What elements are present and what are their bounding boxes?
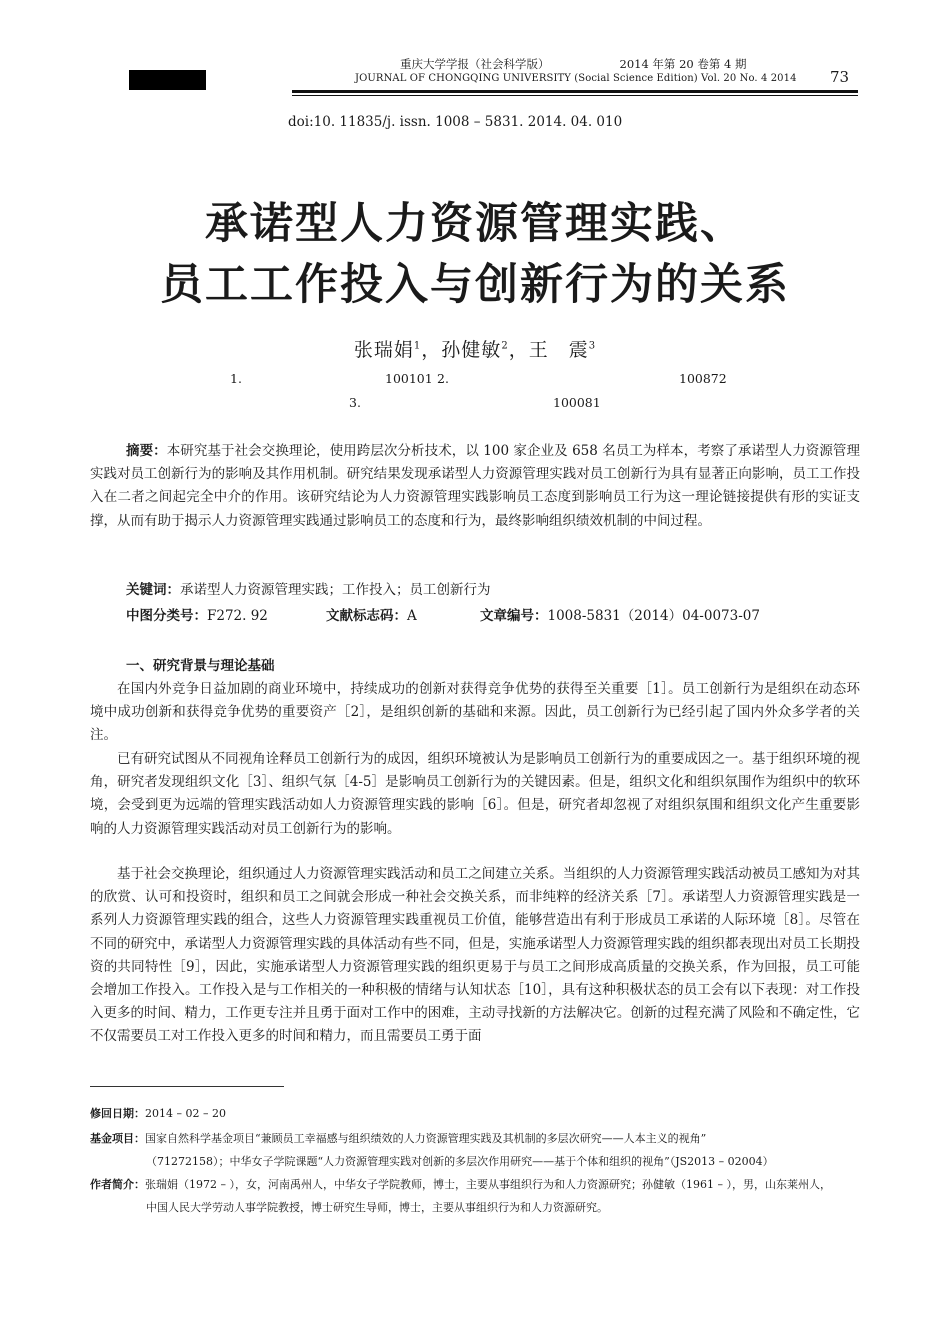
journal-header-cn xyxy=(400,56,747,72)
header-rule-thin xyxy=(292,95,858,96)
author-list: 张瑞娟$^1$，孙健敏$^2$，王 震$^3$ xyxy=(353,339,597,361)
header-rule-thick xyxy=(292,90,858,93)
document-code: 文献标志码：A xyxy=(326,608,417,624)
header-black-bar xyxy=(129,70,206,90)
affiliation-1-number: 1. xyxy=(230,371,242,386)
doi: doi:10. 11835/j. issn. 1008 – 5831. 2014. 04. 010 xyxy=(288,114,623,130)
paper-title-line1: 承诺型人力资源管理实践、 xyxy=(205,199,745,249)
affiliation-1-zip: 100101 xyxy=(385,371,433,386)
body-paragraph-1: 在国内外竞争日益加剧的商业环境中，持续成功的创新对获得竞争优势的获得至关重要［1］。员工创新行为是组织在动态环境中成功创新和获得竞争优势的重要资产［2］，是组织创新的基础和来源。因此，员工创新行为已经引起了国内外众多学者的关注。 xyxy=(90,681,860,744)
affiliation-2-number: 2. xyxy=(437,371,449,386)
footnote-author-bio: 作者简介：张瑞娟（1972 – ），女，河南禹州人，中华女子学院教师，博士，主要从事组织行为和人力资源研究；孙健敏（1961 – ），男，山东莱州人， 中国人民大学劳动人事学院教授，博士研究生导师，博士，主要从事组织行为和人力资源研究。 xyxy=(90,1178,831,1214)
author-1: 张瑞娟 xyxy=(353,339,414,361)
clc-number: 中图分类号：F272. 92 xyxy=(126,608,268,624)
abstract-text: 本研究基于社会交换理论，使用跨层次分析技术，以 100 家企业及 658 名员工为样本，考察了承诺型人力资源管理实践对员工创新行为的影响及其作用机制。研究结果发现承诺型人力资源管理实践对员工创新行为具有显著正向影响，员工工作投入在二者之间起完全中介的作用。该研究结论为人力资源管理实践影响员工态度到影响员工行为这一理论链接提供有形的实证支撑，从而有助于揭示人力资源管理实践通过影响员工的态度和行为，最终影响组织绩效机制的中间过程。 xyxy=(90,443,861,529)
affiliation-3-zip: 100081 xyxy=(553,395,601,410)
paper-title-line2: 员工工作投入与创新行为的关系 xyxy=(160,260,790,310)
journal-name-cn: 重庆大学学报（社会科学版） xyxy=(400,57,550,71)
body-paragraph-3: 基于社会交换理论，组织通过人力资源管理实践活动和员工之间建立关系。当组织的人力资源管理实践活动被员工感知为对其的欣赏、认可和投资时，组织和员工之间就会形成一种社会交换关系，而非纯粹的经济关系［7］。承诺型人力资源管理实践是一系列人力资源管理实践的组合，这些人力资源管理实践重视员工价值，能够营造出有利于形成员工承诺的人际环境［8］。尽管在不同的研究中，承诺型人力资源管理实践的具体活动有些不同，但是，实施承诺型人力资源管理实践的组织都表现出对员工长期投资的共同特性［9］，因此，实施承诺型人力资源管理实践的组织更易于与员工之间形成高质量的交换关系，作为回报，员工可能会增加工作投入。工作投入是与工作相关的一种积极的情绪与认知状态［10］，具有这种积极状态的员工会有以下表现：对工作投入更多的时间、精力，工作更专注并且勇于面对工作中的困难，主动寻找新的方法解决它。创新的过程充满了风险和不确定性，它不仅需要员工对工作投入更多的时间和精力，而且需要员工勇于面 xyxy=(90,866,860,1045)
page-number: 73 xyxy=(830,68,850,86)
affiliation-2-zip: 100872 xyxy=(679,371,727,386)
footnote-revised-date: 修回日期：2014 – 02 – 20 xyxy=(90,1107,226,1120)
body-paragraph-2: 已有研究试图从不同视角诠释员工创新行为的成因，组织环境被认为是影响员工创新行为的重要成因之一。基于组织环境的视角，研究者发现组织文化［3］、组织气氛［4-5］是影响员工创新行为的关键因素。但是，组织文化和组织氛围作为组织中的软环境，会受到更为远端的管理实践活动如人力资源管理实践的影响［6］。但是，研究者却忽视了对组织氛围和组织文化产生重要影响的人力资源管理实践活动对员工创新行为的影响。 xyxy=(90,751,860,837)
section-heading: 一、研究背景与理论基础 xyxy=(126,658,275,674)
author-3: 王 震 xyxy=(528,339,589,361)
abstract xyxy=(90,440,860,533)
journal-name-en: JOURNAL OF CHONGQING UNIVERSITY (Social Science Edition) Vol. 20 No. 4 2014 xyxy=(355,73,797,84)
abstract-label: 摘要： xyxy=(126,443,167,459)
journal-issue-cn: 2014 年第 20 卷第 4 期 xyxy=(619,57,747,71)
author-2: 孙健敏 xyxy=(441,339,502,361)
footnote-divider xyxy=(90,1086,284,1087)
affiliation-3-number: 3. xyxy=(349,395,361,410)
keywords-label: 关键词： xyxy=(126,582,180,598)
keywords-text: 承诺型人力资源管理实践；工作投入；员工创新行为 xyxy=(180,582,491,598)
article-number: 文章编号：1008-5831（2014）04-0073-07 xyxy=(480,608,760,624)
footnote-funding: 基金项目：国家自然科学基金项目“兼顾员工幸福感与组织绩效的人力资源管理实践及其机制的多层次研究——人本主义的视角” （71272158）；中华女子学院课题“人力资源管理实践对创新的多层次作用研究——基于个体和组织的视角”（JS2013 – 02004） xyxy=(90,1132,774,1168)
keywords xyxy=(126,578,491,598)
